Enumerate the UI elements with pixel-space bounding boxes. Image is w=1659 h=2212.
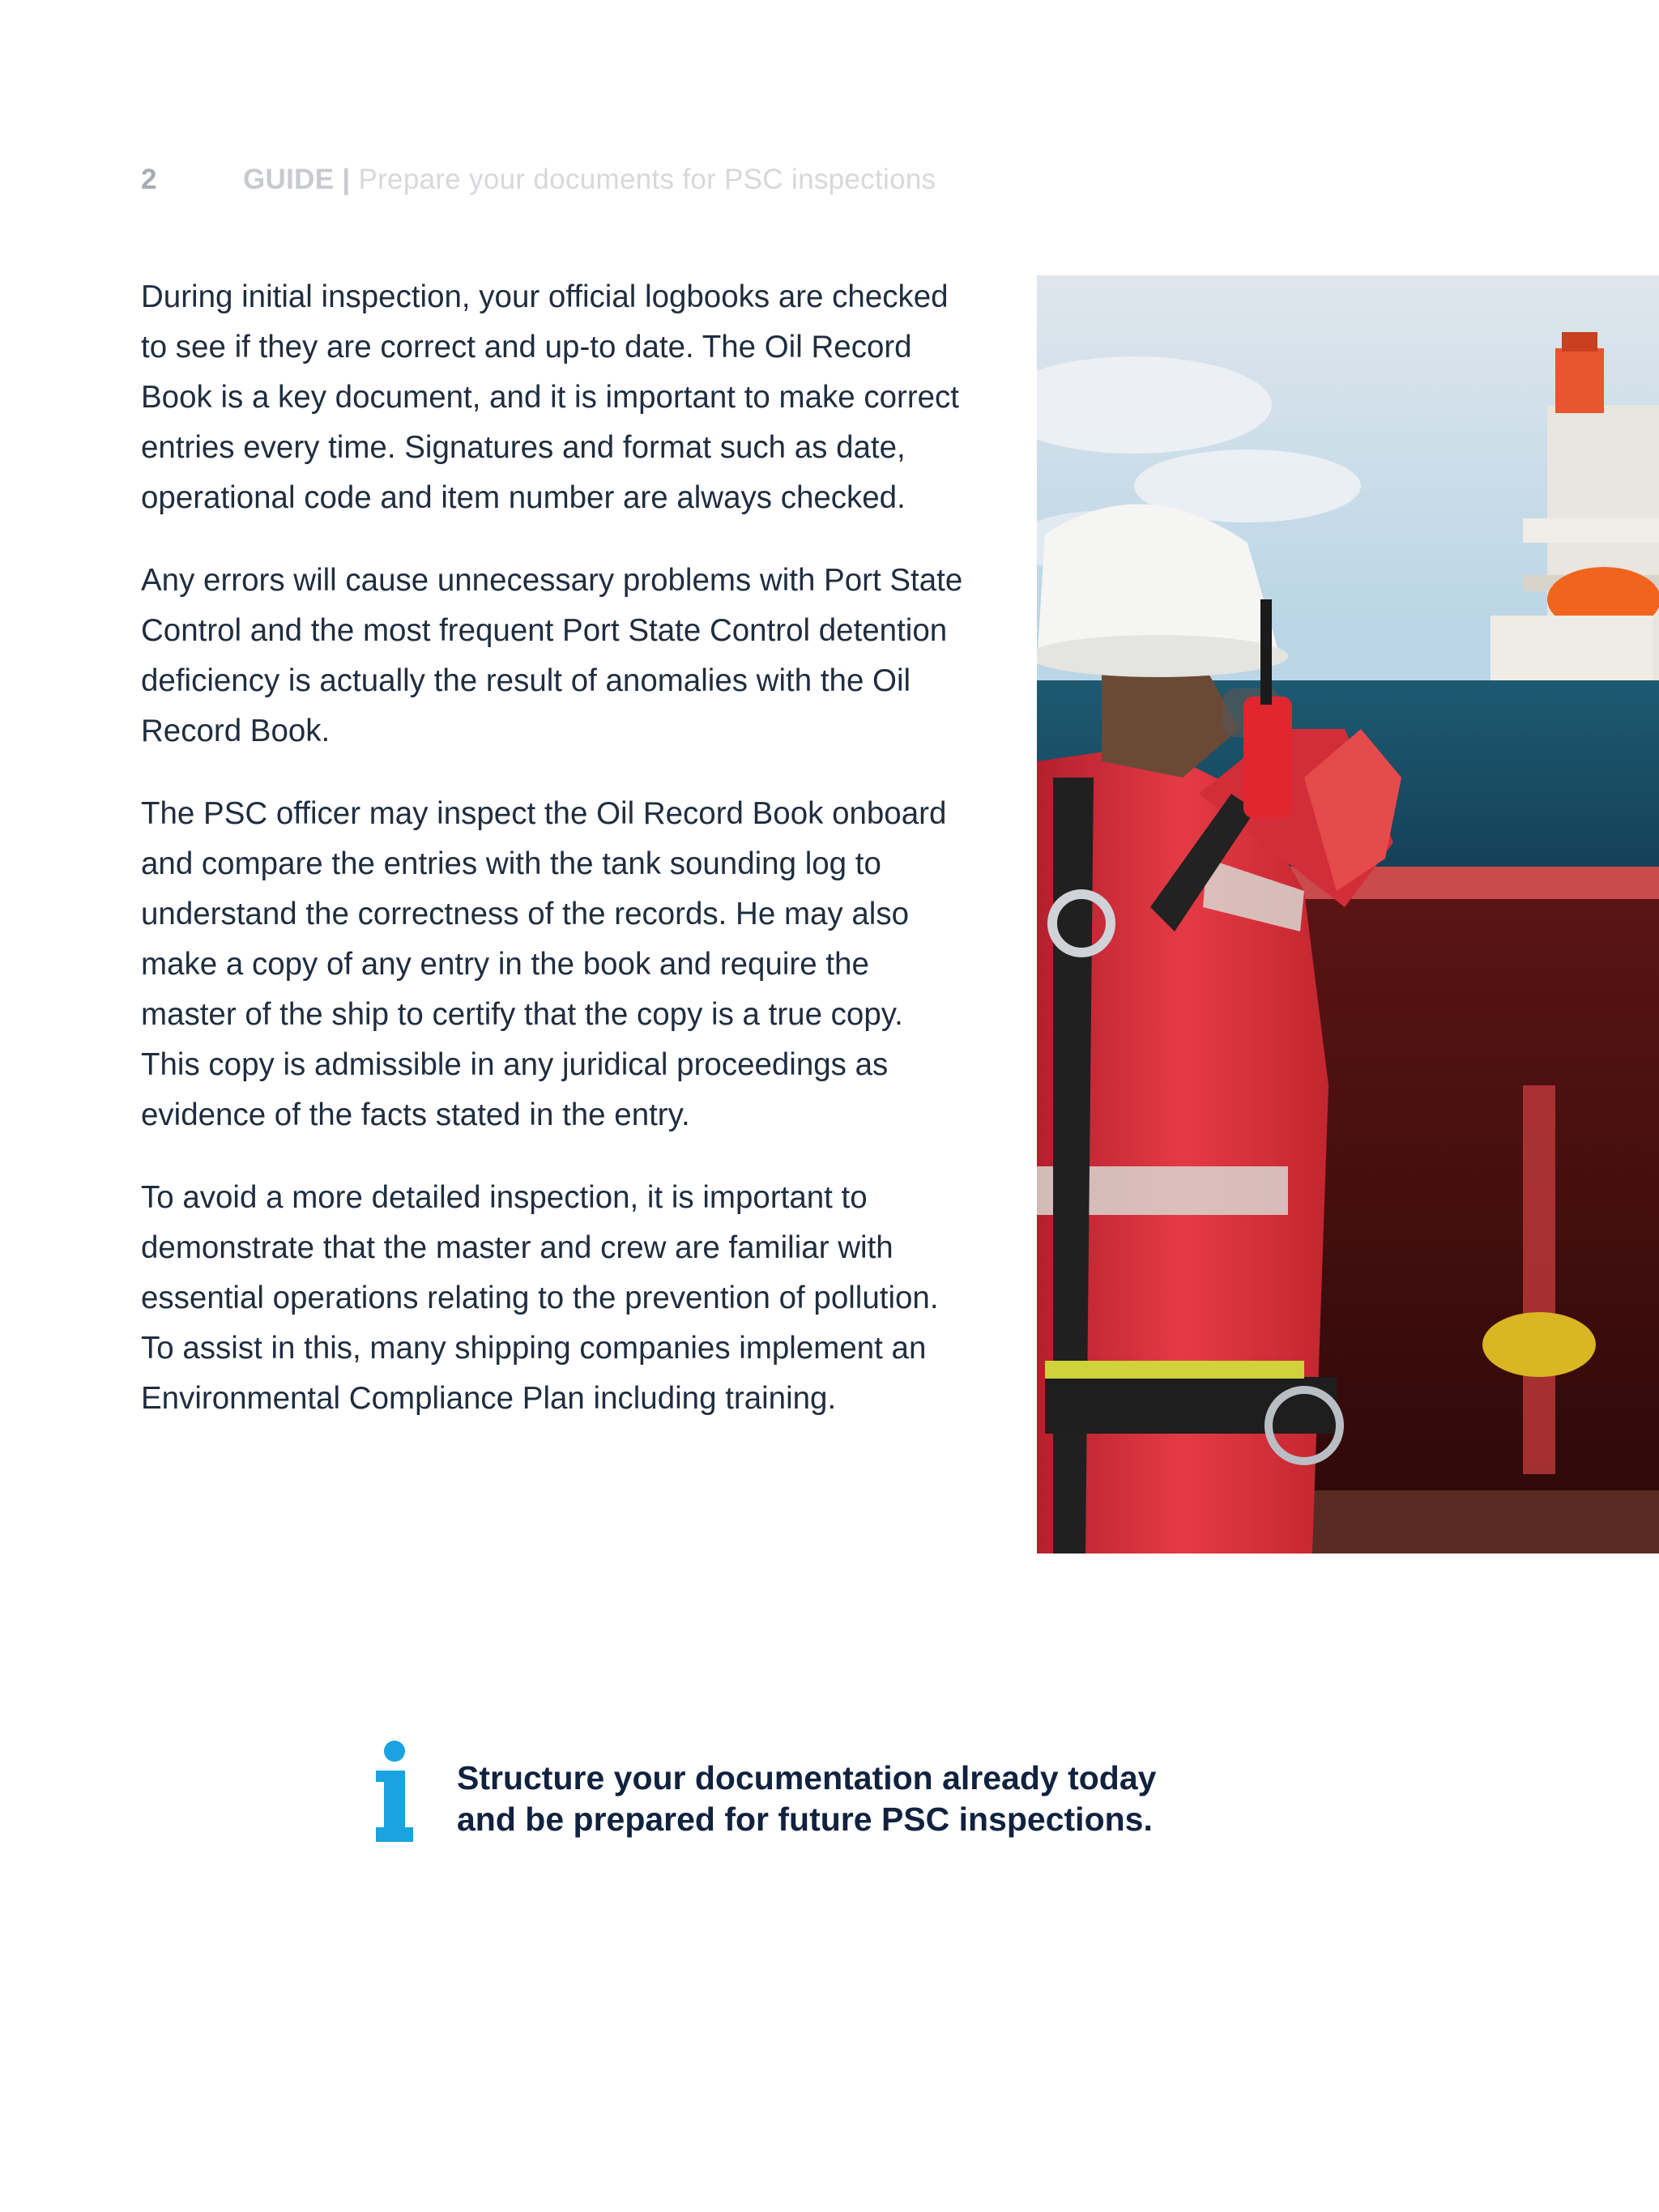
guide-label: GUIDE (243, 164, 335, 195)
paragraph-1: During initial inspection, your official logbooks are checked to see if they are correct and up-to date. The Oil Record Book is a key document, and it is important to make correct entries every time. Signatures and format such as date, operational code and item number are always checked. (141, 279, 960, 515)
header-separator: | (342, 164, 351, 195)
paragraph-4: To avoid a more detailed inspection, it is important to demonstrate that the master and crew are familiar with essential operations relating to the prevention of pollution. To assist in this, many shipping companies implement an Environmental Compliance Plan including training. (141, 1180, 939, 1416)
info-icon (374, 1740, 415, 1842)
paragraph-3: The PSC officer may inspect the Oil Record Book onboard and compare the entries with the tank sounding log to understand the correctness of the records. He may also make a copy of any entry in the book and require the master of the ship to certify that the copy is a true copy. This copy is admissible in any juridical proceedings as evidence of the facts stated in the entry. (141, 796, 947, 1132)
paragraph-2: Any errors will cause unnecessary problems with Port State Control and the most frequent Port State Control detention deficiency is actually the result of anomalies with the Oil Record Book. (141, 563, 963, 748)
document-title: Prepare your documents for PSC inspections (358, 164, 936, 195)
info-callout (374, 1740, 1156, 1842)
page-number: 2 (141, 164, 157, 195)
callout-line-2: and be prepared for future PSC inspections. (457, 1801, 1153, 1838)
page-header (141, 162, 936, 198)
callout-text (457, 1758, 1156, 1840)
body-text (141, 272, 967, 1456)
callout-line-1: Structure your documentation already today (457, 1759, 1157, 1796)
worker-photo (1037, 275, 1659, 1554)
